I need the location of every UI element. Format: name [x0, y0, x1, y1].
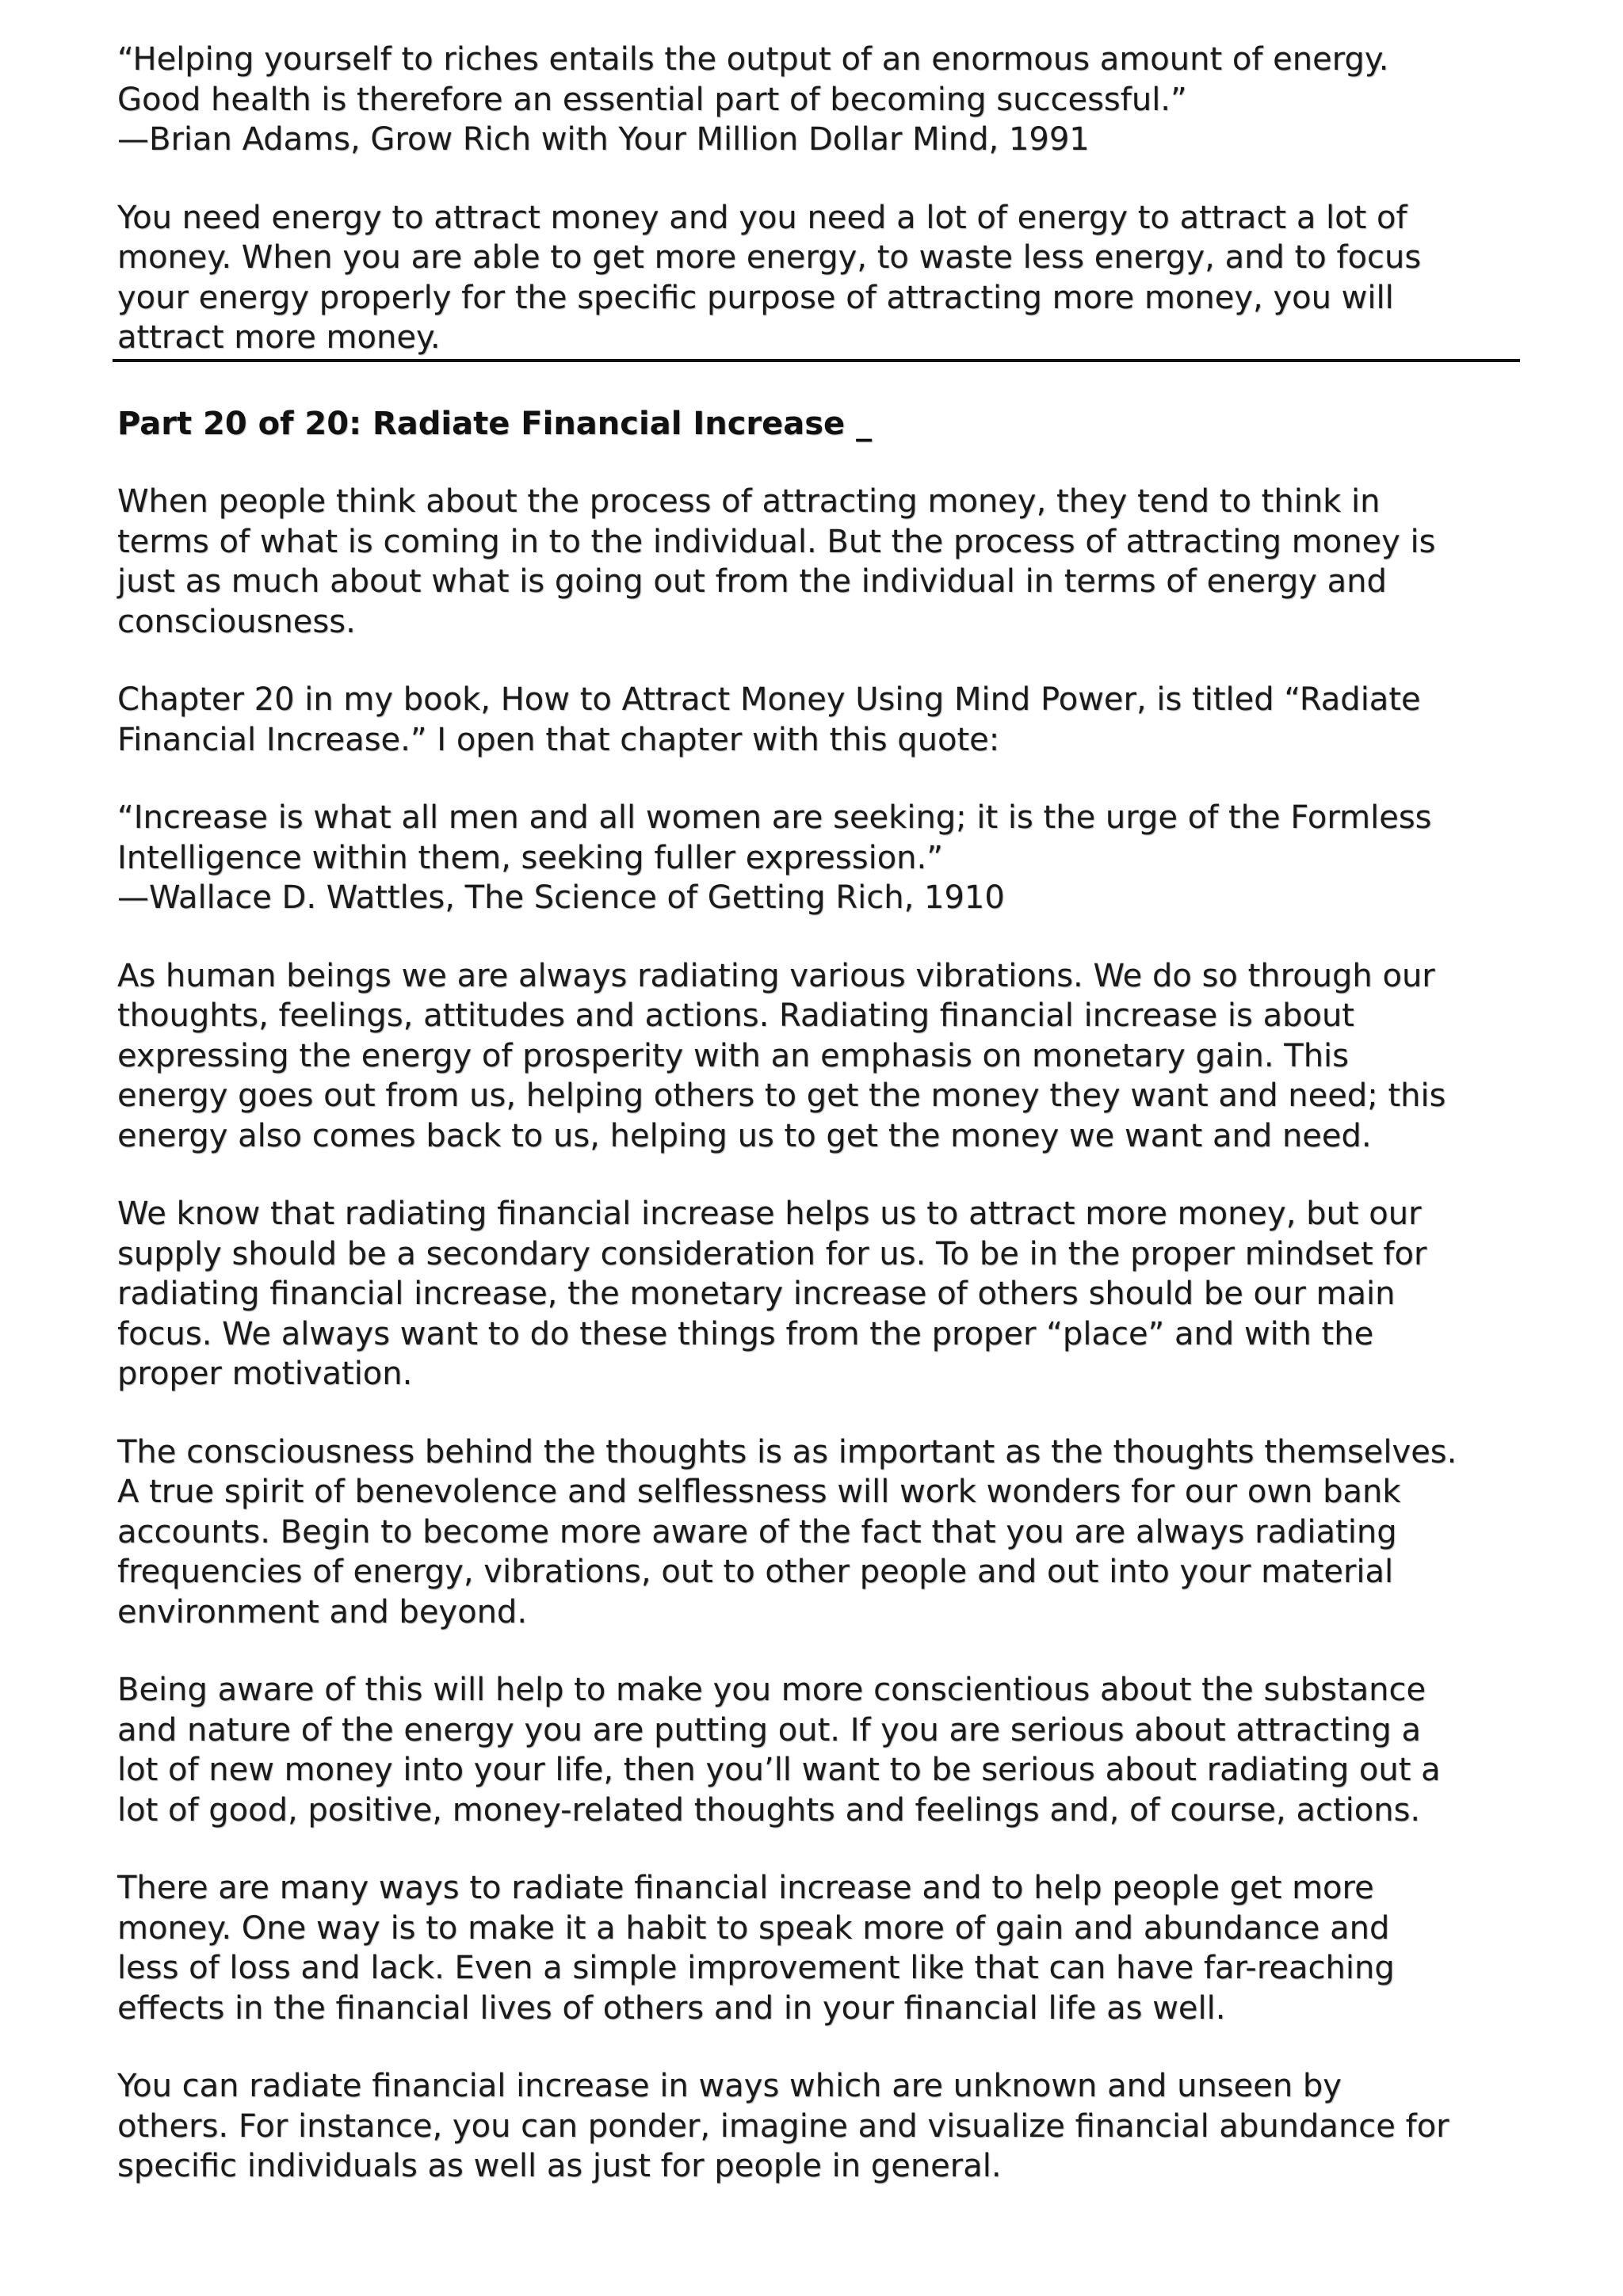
- block-quote: [117, 798, 1520, 918]
- paragraph-line: lot of new money into your life, then you’ll want to be serious about radiating out a: [117, 1752, 1441, 1788]
- paragraph-line: terms of what is coming in to the individual. But the process of attracting money is: [117, 523, 1436, 560]
- paragraph-line: The consciousness behind the thoughts is as important as the thoughts themselves.: [117, 1433, 1457, 1470]
- opening-quote: [117, 40, 1520, 160]
- body-paragraph: [117, 1670, 1520, 1830]
- paragraph-line: You can radiate financial increase in ways which are unknown and unseen by: [117, 2068, 1342, 2104]
- quote-line: “Helping yourself to riches entails the output of an enormous amount of energy.: [117, 41, 1389, 78]
- paragraph-line: money. When you are able to get more energy, to waste less energy, and to focus: [117, 239, 1422, 276]
- intro-paragraph: [117, 198, 1520, 358]
- quote-attribution: —Brian Adams, Grow Rich with Your Million Dollar Mind, 1991: [117, 121, 1090, 158]
- paragraph-line: As human beings we are always radiating various vibrations. We do so through our: [117, 957, 1435, 994]
- paragraph-line: attract more money.: [117, 319, 441, 356]
- paragraph-line: specific individuals as well as just for people in general.: [117, 2148, 1002, 2184]
- quote-line: Intelligence within them, seeking fuller expression.”: [117, 839, 943, 876]
- body-paragraph: [117, 680, 1520, 760]
- section-divider: [113, 359, 1520, 362]
- section-heading: Part 20 of 20: Radiate Financial Increase _: [117, 406, 873, 442]
- paragraph-line: environment and beyond.: [117, 1593, 528, 1630]
- paragraph-line: money. One way is to make it a habit to speak more of gain and abundance and: [117, 1909, 1390, 1947]
- paragraph-line: We know that radiating financial increase helps us to attract more money, but our: [117, 1196, 1422, 1232]
- paragraph-line: When people think about the process of attracting money, they tend to think in: [117, 483, 1381, 520]
- body-paragraph: [117, 1432, 1520, 1633]
- body-paragraph: [117, 1194, 1520, 1394]
- paragraph-line: and nature of the energy you are putting out. If you are serious about attracting a: [117, 1711, 1422, 1749]
- paragraph-line: expressing the energy of prosperity with an emphasis on monetary gain. This: [117, 1037, 1350, 1074]
- body-paragraph: [117, 482, 1520, 642]
- paragraph-line: accounts. Begin to become more aware of the fact that you are always radiating: [117, 1513, 1397, 1550]
- paragraph-line: Chapter 20 in my book, How to Attract Money Using Mind Power, is titled “Radiate: [117, 681, 1421, 718]
- section-body: [117, 482, 1520, 2187]
- paragraph-line: thoughts, feelings, attitudes and actions. Radiating financial increase is about: [117, 997, 1354, 1034]
- paragraph-line: radiating financial increase, the monetary increase of others should be our main: [117, 1276, 1396, 1312]
- paragraph-line: less of loss and lack. Even a simple improvement like that can have far-reaching: [117, 1950, 1395, 1986]
- paragraph-line: focus. We always want to do these things from the proper “place” and with the: [117, 1315, 1374, 1352]
- body-paragraph: [117, 2066, 1520, 2187]
- paragraph-line: There are many ways to radiate financial increase and to help people get more: [117, 1870, 1374, 1906]
- quote-line: “Increase is what all men and all women are seeking; it is the urge of the Formless: [117, 799, 1432, 836]
- paragraph-line: supply should be a secondary consideration for us. To be in the proper mindset for: [117, 1235, 1427, 1272]
- paragraph-line: Financial Increase.” I open that chapter with this quote:: [117, 721, 1000, 758]
- body-paragraph: [117, 956, 1520, 1157]
- paragraph-line: consciousness.: [117, 603, 356, 640]
- document-intro: [117, 40, 1520, 358]
- paragraph-line: energy also comes back to us, helping us to get the money we want and need.: [117, 1117, 1372, 1154]
- paragraph-line: lot of good, positive, money-related thoughts and feelings and, of course, actions.: [117, 1791, 1421, 1829]
- paragraph-line: others. For instance, you can ponder, imagine and visualize financial abundance for: [117, 2107, 1449, 2145]
- paragraph-line: your energy properly for the specific purpose of attracting more money, you will: [117, 279, 1394, 316]
- paragraph-line: effects in the financial lives of others and in your financial life as well.: [117, 1989, 1226, 2027]
- quote-attribution: —Wallace D. Wattles, The Science of Getting Rich, 1910: [117, 879, 1005, 916]
- body-paragraph: [117, 1868, 1520, 2028]
- paragraph-line: You need energy to attract money and you need a lot of energy to attract a lot of: [117, 199, 1407, 236]
- paragraph-line: energy goes out from us, helping others to get the money they want and need; this: [117, 1077, 1446, 1114]
- quote-line: Good health is therefore an essential part of becoming successful.”: [117, 81, 1187, 118]
- paragraph-line: just as much about what is going out from the individual in terms of energy and: [117, 563, 1387, 600]
- paragraph-line: frequencies of energy, vibrations, out to other people and out into your material: [117, 1554, 1394, 1590]
- paragraph-line: A true spirit of benevolence and selflessness will work wonders for our own bank: [117, 1474, 1401, 1510]
- paragraph-line: Being aware of this will help to make you more conscientious about the substance: [117, 1672, 1426, 1708]
- paragraph-line: proper motivation.: [117, 1356, 413, 1392]
